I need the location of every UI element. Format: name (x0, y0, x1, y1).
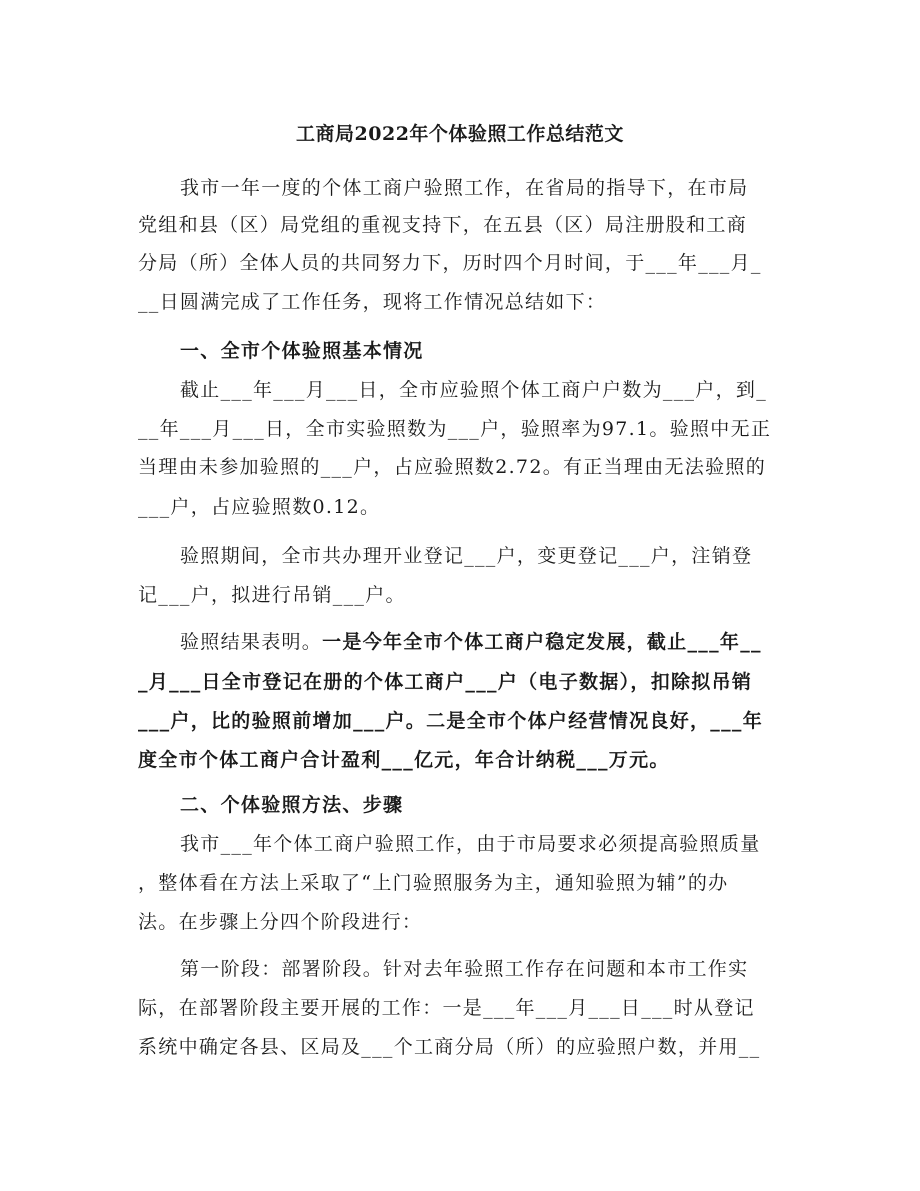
paragraph-line: 党组和县（区）局党组的重视支持下，在五县（区）局注册股和工商 (138, 214, 748, 236)
document-title: 工商局2022年个体验照工作总结范文 (296, 123, 624, 145)
paragraph-line: ___户，比的验照前增加___户。二是全市个体户经营情况良好，___年 (138, 710, 764, 732)
paragraph-line: 第一阶段：部署阶段。针对去年验照工作存在问题和本市工作实 (180, 958, 749, 980)
section-heading-1: 一、全市个体验照基本情况 (180, 340, 424, 362)
paragraph-line: __年___月___日，全市实验照数为___户，验照率为97.1。验照中无正 (138, 418, 772, 440)
result-intro: 验照结果表明。 (180, 631, 323, 653)
paragraph-line: 系统中确定各县、区局及___个工商分局（所）的应验照户数，并用__ (138, 1036, 761, 1058)
paragraph-line (180, 630, 762, 654)
paragraph-line: _月___日全市登记在册的个体工商户___户（电子数据），扣除拟吊销 (138, 671, 753, 693)
paragraph-line: 验照期间，全市共办理开业登记___户，变更登记___户，注销登 (180, 545, 753, 567)
paragraph-line: 际，在部署阶段主要开展的工作：一是___年___月___日___时从登记 (138, 997, 755, 1019)
paragraph-line: ___户，占应验照数0.12。 (138, 496, 381, 518)
paragraph-line: ，整体看在方法上采取了“上门验照服务为主，通知验照为辅”的办 (138, 872, 729, 894)
paragraph-line: 截止___年___月___日，全市应验照个体工商户户数为___户，到_ (180, 379, 768, 401)
paragraph-line: 记___户，拟进行吊销___户。 (138, 584, 406, 606)
paragraph-line: 我市一年一度的个体工商户验照工作，在省局的指导下，在市局 (180, 177, 749, 199)
paragraph-line: 我市___年个体工商户验照工作，由于市局要求必须提高验照质量 (180, 833, 761, 855)
section-heading-2: 二、个体验照方法、步骤 (180, 794, 404, 816)
paragraph-line: 当理由未参加验照的___户，占应验照数2.72。有正当理由无法验照的 (138, 456, 767, 478)
paragraph-line: __日圆满完成了工作任务，现将工作情况总结如下： (138, 291, 607, 313)
paragraph-line: 法。在步骤上分四个阶段进行： (138, 911, 423, 933)
paragraph-line: 分局（所）全体人员的共同努力下，历时四个月时间，于___年___月_ (138, 252, 762, 274)
result-bold-text: 一是今年全市个体工商户稳定发展，截止___年__ (322, 631, 762, 653)
paragraph-line: 度全市个体工商户合计盈利___亿元，年合计纳税___万元。 (138, 749, 670, 771)
